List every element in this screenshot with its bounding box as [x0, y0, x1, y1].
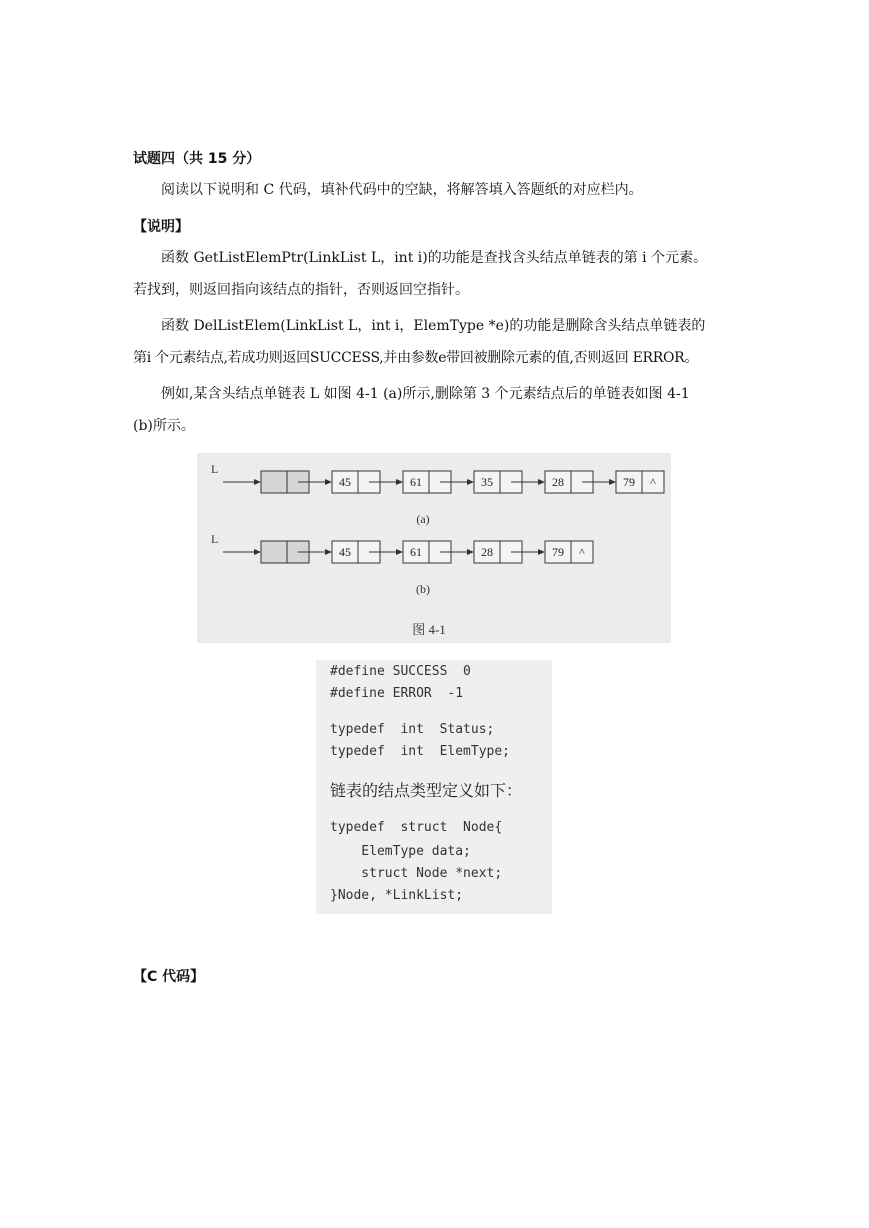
list-b-node — [545, 541, 593, 563]
list-a-node — [332, 471, 402, 493]
figure-4-1 — [197, 453, 671, 643]
code-line-define-success: #define SUCCESS 0 — [330, 664, 471, 679]
code-note: 链表的结点类型定义如下： — [330, 781, 523, 800]
list-b-head-label: L — [211, 532, 219, 546]
paragraph-example — [133, 378, 745, 442]
list-b-head-node — [261, 541, 331, 563]
list-b-node-value: 61 — [410, 545, 422, 559]
figure-caption: 图 4-1 — [412, 622, 446, 637]
list-a-node — [474, 471, 544, 493]
code-definition-block — [316, 660, 552, 914]
paragraph-getlistelemptr — [133, 242, 745, 306]
caption-b: (b) — [416, 582, 430, 596]
list-b-node — [474, 541, 544, 563]
list-b-node-value: 45 — [339, 545, 351, 559]
list-b-row — [223, 541, 593, 563]
para1-line1: 函数 GetListElemPtr(LinkList L，int i)的功能是查找含头结点单链表的第 i 个元素。 — [161, 250, 708, 266]
code-line-struct-end: }Node, *LinkList; — [330, 888, 464, 903]
code-line-data-field: ElemType data; — [330, 844, 471, 859]
para2-line2: 第i 个元素结点,若成功则返回SUCCESS,并由参数e带回被删除元素的值,否则返回 ERROR。 — [133, 350, 699, 366]
list-b-node-value: 79 — [552, 545, 564, 559]
list-a-row — [223, 471, 664, 493]
para1-line2: 若找到，则返回指向该结点的指针，否则返回空指针。 — [133, 282, 469, 298]
section-description-title: 【说明】 — [133, 219, 189, 235]
code-line-typedef-status: typedef int Status; — [330, 722, 495, 737]
list-a-node — [616, 471, 664, 493]
paragraph-dellistelem — [133, 310, 745, 374]
list-a-head-label: L — [211, 462, 219, 476]
para3-line2: (b)所示。 — [133, 418, 195, 434]
list-b-node — [332, 541, 402, 563]
code-line-typedef-elemtype: typedef int ElemType; — [330, 744, 511, 759]
list-a-node — [545, 471, 615, 493]
list-a-null-pointer: ^ — [650, 475, 656, 489]
caption-a: (a) — [416, 512, 430, 526]
list-a-node-value: 35 — [481, 475, 493, 489]
para2-line1: 函数 DelListElem(LinkList L，int i，ElemType *e)的功能是删除含头结点单链表的 — [161, 318, 706, 334]
linked-list-diagram — [197, 453, 671, 643]
list-a-head-node — [261, 471, 331, 493]
question-title: 试题四（共 15 分） — [133, 151, 261, 167]
section-code-title: 【C 代码】 — [133, 969, 205, 985]
code-line-next-field: struct Node *next; — [330, 866, 503, 881]
list-b-node — [403, 541, 473, 563]
list-b-node-value: 28 — [481, 545, 493, 559]
para3-line1: 例如,某含头结点单链表 L 如图 4-1 (a)所示,删除第 3 个元素结点后的单链表如图 4-1 — [161, 386, 690, 402]
list-a-node-value: 28 — [552, 475, 564, 489]
list-a-node-value: 45 — [339, 475, 351, 489]
intro-paragraph — [133, 174, 745, 206]
intro-line: 阅读以下说明和 C 代码，填补代码中的空缺，将解答填入答题纸的对应栏内。 — [161, 182, 643, 198]
list-a-node — [403, 471, 473, 493]
list-b-null-pointer: ^ — [579, 545, 585, 559]
code-line-struct-node: typedef struct Node{ — [330, 820, 503, 835]
list-a-node-value: 61 — [410, 475, 422, 489]
list-a-node-value: 79 — [623, 475, 635, 489]
code-line-define-error: #define ERROR -1 — [330, 686, 464, 701]
